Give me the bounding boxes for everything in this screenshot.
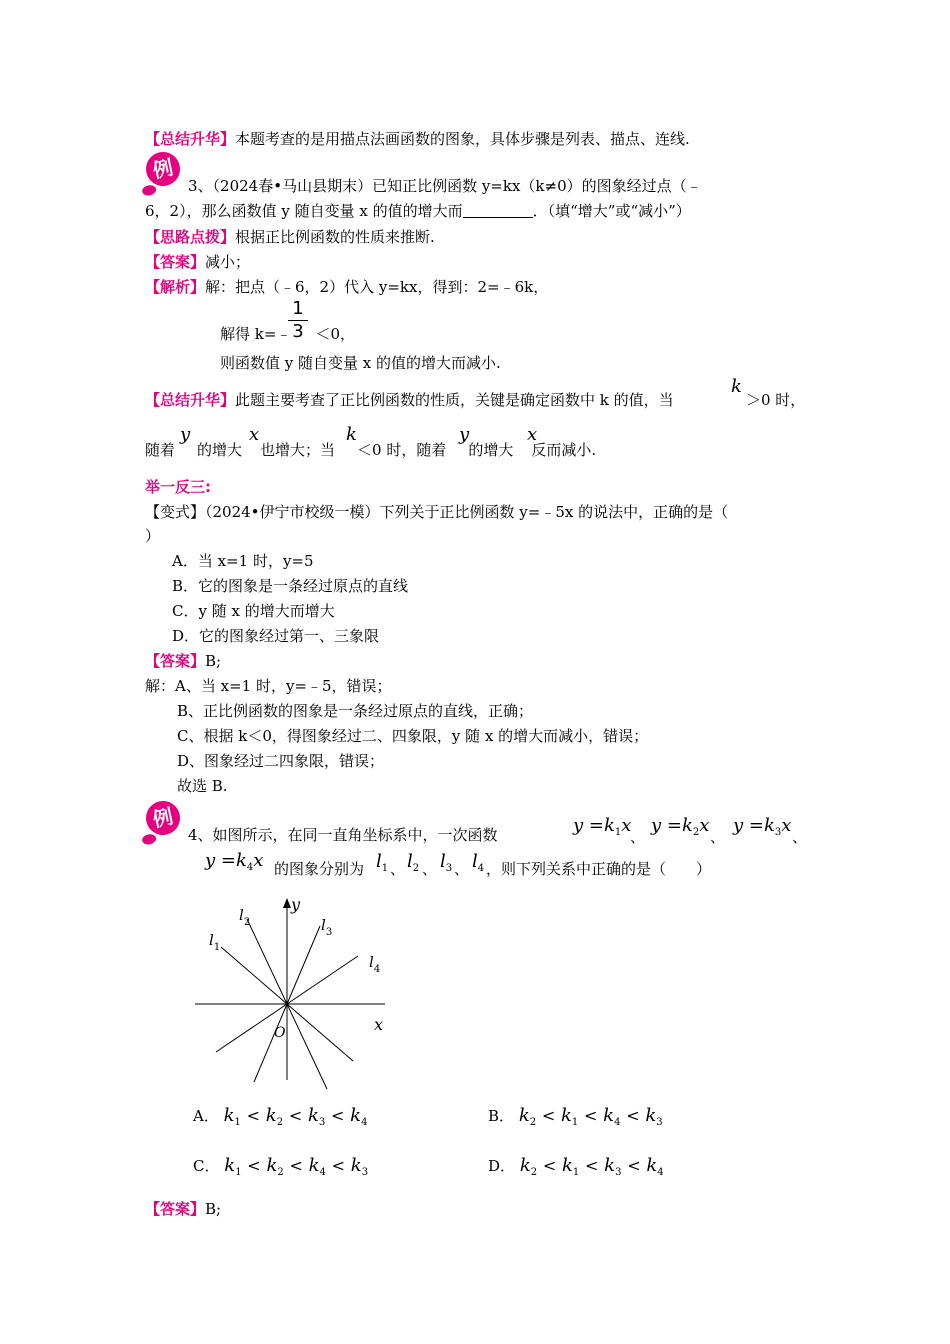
separator: 、: [710, 828, 726, 846]
variant-solution-line: 故选 B.: [177, 777, 228, 795]
function-2: $y =k_2x$: [651, 815, 710, 838]
hint-tag: 【思路点拨】: [145, 228, 236, 246]
variant-option-c: C．y 随 x 的增大而增大: [172, 602, 335, 620]
fraction-numerator: 1: [292, 298, 304, 319]
ex4-option-b: [488, 1103, 663, 1136]
variant-heading: 举一反三:: [145, 478, 211, 496]
origin-label: O: [274, 1025, 286, 1041]
summary-text: 此题主要考查了正比例函数的性质，关键是确定函数中 k 的值，当: [235, 391, 674, 409]
variant-answer: [145, 650, 221, 672]
ex3-stem-line2: [145, 200, 691, 222]
text-segment: 的增大: [468, 441, 514, 459]
hint-text: 根据正比例函数的性质来推断.: [235, 228, 435, 246]
option-expression: $k_2 < k_1 < k_4 < k_3$: [518, 1105, 663, 1128]
separator: 、: [390, 860, 406, 878]
answer-tag: 【答案】: [145, 1200, 206, 1218]
graph-l4-label: $l_4$: [369, 953, 381, 975]
variant-solution-line: C、根据 k＜0，得图象经过二、四象限，y 随 x 的增大而减小，错误；: [177, 727, 649, 745]
y-axis-label: y: [291, 895, 301, 914]
y-symbol: y: [459, 424, 470, 445]
ex3-solution: [145, 276, 548, 298]
text-segment: ＜0 时，随着: [357, 441, 447, 459]
y-symbol: y: [180, 424, 191, 445]
fraction-denominator: 3: [292, 321, 304, 342]
function-1: $y =k_1x$: [573, 815, 632, 838]
solution-text: 解：把点（﹣6，2）代入 y=kx，得到：2=﹣6k，: [205, 278, 549, 296]
variant-option-a: A．当 x=1 时，y=5: [172, 552, 314, 570]
x-axis-label: x: [374, 1015, 384, 1034]
variant-stem-line2: ）: [145, 527, 161, 545]
coordinate-graph: [190, 890, 400, 1090]
ex4-stem-line2b: ，则下列关系中正确的是（ ）: [486, 860, 712, 878]
solve-k-text: 解得 k=﹣: [220, 325, 292, 343]
ex3-stem-hint: ．（填“增大”或“减小”）: [532, 202, 691, 220]
text-segment: 随着: [145, 441, 176, 459]
line-l2-label: $l_2$: [407, 851, 420, 874]
ex4-stem-line1: 4、如图所示，在同一直角坐标系中，一次函数: [188, 826, 498, 844]
line-l4-label: $l_4$: [472, 851, 485, 874]
line-l3-label: $l_3$: [440, 851, 453, 874]
option-label: B．: [488, 1107, 515, 1125]
text-segment: 反而减小.: [531, 441, 597, 459]
separator: 、: [630, 828, 646, 846]
answer-text: B;: [205, 1200, 222, 1218]
example-badge-icon: 例: [143, 149, 183, 189]
separator: 、: [792, 828, 808, 846]
x-symbol: x: [249, 424, 260, 445]
summary-end: ＞0 时，: [746, 391, 806, 409]
ex3-hint: [145, 226, 435, 248]
text-segment: 的增大: [197, 441, 243, 459]
ex3-answer: [145, 251, 250, 273]
answer-blank: [463, 203, 533, 218]
summary-text: 本题考查的是用描点法画函数的图象，具体步骤是列表、描点、连线.: [235, 130, 690, 148]
fraction-one-third: [288, 299, 308, 342]
summary-tag: 【总结升华】: [145, 130, 236, 148]
x-symbol: x: [527, 424, 538, 445]
variant-option-b: B．它的图象是一条经过原点的直线: [172, 577, 409, 595]
graph-l2-label: $l_2$: [239, 906, 251, 928]
ex4-option-c: [193, 1153, 368, 1186]
conclusion: 则函数值 y 随自变量 x 的值的增大而减小.: [220, 354, 501, 372]
option-label: C．: [193, 1157, 220, 1175]
option-expression: $k_1 < k_2 < k_4 < k_3$: [224, 1155, 369, 1178]
example-badge-icon: 例: [143, 798, 183, 838]
summary-tag: 【总结升华】: [145, 391, 236, 409]
variant-stem-line1: 【变式】（2024•伊宁市校级一模）下列关于正比例函数 y=﹣5x 的说法中，正确的是（: [145, 503, 729, 521]
line-l1: [221, 947, 287, 1004]
graph-l3-label: $l_3$: [321, 916, 333, 938]
graph-l1-label: $l_1$: [209, 931, 221, 953]
line-l2: [247, 919, 287, 1004]
answer-text: B;: [205, 652, 222, 670]
separator: 、: [422, 860, 438, 878]
option-expression: $k_2 < k_1 < k_3 < k_4$: [519, 1155, 664, 1178]
solution-tag: 【解析】: [145, 278, 206, 296]
answer-tag: 【答案】: [145, 253, 206, 271]
separator: 、: [454, 860, 470, 878]
variant-solution-line: D、图象经过二四象限，错误；: [177, 752, 385, 770]
ex4-stem-line2a: 的图象分别为: [274, 860, 365, 878]
ex3-stem-line1: 3、（2024春•马山县期末）已知正比例函数 y=kx（k≠0）的图象经过点（﹣: [188, 177, 702, 195]
line-l1-label: $l_1$: [376, 851, 389, 874]
variant-solution-line: 解：A、当 x=1 时，y=﹣5，错误；: [145, 677, 392, 695]
k-symbol: k: [346, 424, 357, 445]
summary-line: [145, 128, 690, 150]
ex3-summary-line1: [145, 389, 674, 411]
line-l1: [287, 1004, 353, 1061]
function-4: $y =k_4x$: [205, 850, 264, 873]
y-axis-arrow: [283, 898, 291, 908]
ex4-option-a: [193, 1103, 367, 1136]
ex3-stem-text: 6，2），那么函数值 y 随自变量 x 的值的增大而: [145, 202, 463, 220]
option-label: A．: [193, 1107, 219, 1125]
ex4-option-d: [488, 1153, 664, 1186]
variant-solution-line: B、正比例函数的图象是一条经过原点的直线，正确；: [177, 702, 534, 720]
solve-k-result: ＜0，: [315, 325, 355, 343]
text-segment: 也增大；当: [260, 441, 336, 459]
variant-option-d: D．它的图象经过第一、三象限: [172, 627, 380, 645]
answer-text: 减小；: [205, 253, 251, 271]
function-3: $y =k_3x$: [733, 815, 792, 838]
ex4-answer: [145, 1198, 221, 1220]
option-expression: $k_1 < k_2 < k_3 < k_4$: [223, 1105, 368, 1128]
k-symbol: k: [731, 376, 742, 397]
option-label: D．: [488, 1157, 516, 1175]
answer-tag: 【答案】: [145, 652, 206, 670]
line-l2: [287, 1004, 327, 1089]
